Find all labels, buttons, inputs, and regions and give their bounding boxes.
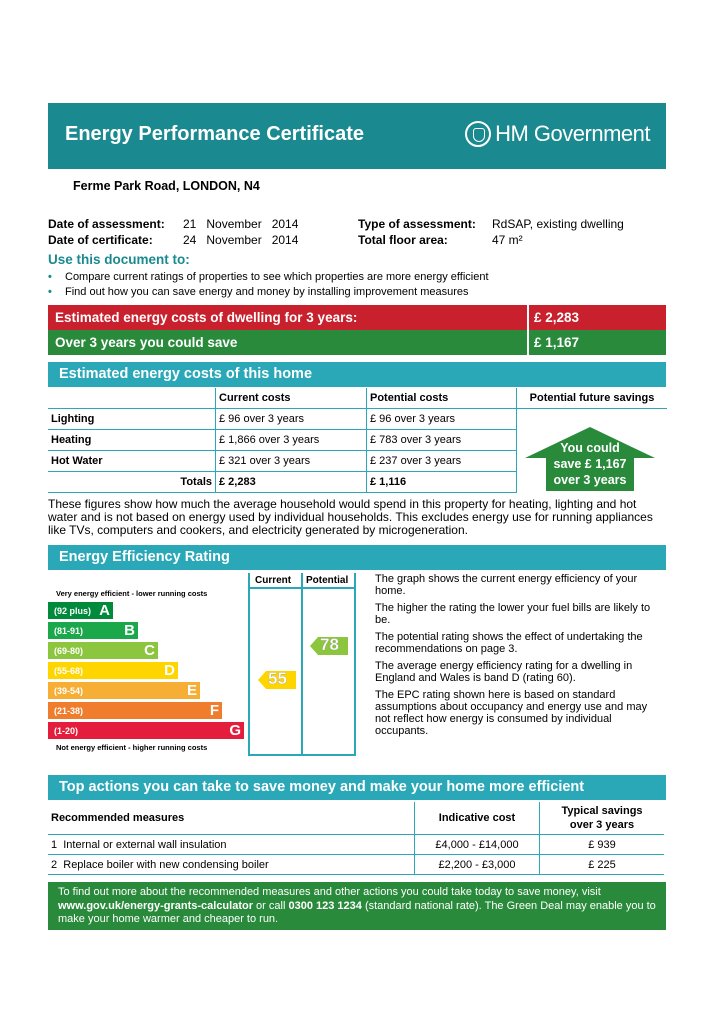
rating-band-g bbox=[48, 722, 244, 739]
table-row bbox=[48, 855, 664, 875]
use-document-title: Use this document to: bbox=[48, 252, 190, 267]
estimated-cost-label: Estimated energy costs of dwelling for 3 years: bbox=[55, 310, 358, 325]
col-current-costs: Current costs bbox=[216, 388, 367, 409]
potential-cost-cell: £ 96 over 3 years bbox=[367, 409, 517, 430]
arrow-text-3: over 3 years bbox=[553, 473, 627, 487]
certificate-header bbox=[48, 103, 666, 169]
efficiency-section-header bbox=[48, 545, 666, 570]
top-caption: Very energy efficient - lower running costs bbox=[56, 589, 208, 598]
potential-rating-value: 78 bbox=[320, 635, 339, 654]
bottom-caption: Not energy efficient - higher running costs bbox=[56, 743, 208, 752]
efficiency-text-1: The graph shows the current energy efficiency of your home. bbox=[375, 573, 638, 597]
row-label: Heating bbox=[48, 430, 216, 451]
potential-cost-cell: £ 783 over 3 years bbox=[367, 430, 517, 451]
potential-rating-arrow bbox=[310, 637, 348, 660]
footer-text-1: To find out more about the recommended measures and other actions you could take today to save money, visit bbox=[58, 886, 601, 898]
totals-label: Totals bbox=[48, 472, 216, 493]
savings-bar bbox=[48, 330, 666, 355]
current-rating-value: 55 bbox=[268, 669, 287, 688]
hm-government-text: HM Government bbox=[495, 121, 650, 146]
footer-text bbox=[58, 886, 668, 927]
band-letter: A bbox=[99, 602, 110, 619]
band-code: (39-54) bbox=[54, 686, 84, 696]
totals-potential: £ 1,116 bbox=[367, 472, 517, 493]
rating-band-e bbox=[48, 682, 200, 699]
use-bullet-2: • Find out how you can save energy and money by installing improvement measures bbox=[48, 286, 469, 298]
date-assessment-value: 21 November 2014 bbox=[183, 217, 299, 231]
measure-cell bbox=[48, 855, 415, 875]
rating-band-b bbox=[48, 622, 138, 639]
graph-divider-1 bbox=[248, 573, 250, 756]
col-typical-savings-line2: over 3 years bbox=[569, 819, 635, 831]
measure-text: Internal or external wall insulation bbox=[63, 838, 227, 851]
col-typical-savings bbox=[540, 802, 665, 835]
current-rating-arrow bbox=[258, 671, 296, 694]
band-code: (1-20) bbox=[54, 726, 79, 736]
efficiency-section-title: Energy Efficiency Rating bbox=[59, 549, 230, 565]
estimated-cost-bar bbox=[48, 305, 666, 330]
efficiency-text-4: The average energy efficiency rating for a dwelling in England and Wales is band D (rating 60). bbox=[375, 660, 633, 684]
saving-cell: £ 939 bbox=[540, 835, 665, 855]
rating-band-c bbox=[48, 642, 158, 659]
band-letter: G bbox=[229, 722, 241, 739]
band-code: (92 plus) bbox=[54, 606, 92, 616]
assessment-type-label: Type of assessment: bbox=[358, 217, 476, 231]
cost-cell: £2,200 - £3,000 bbox=[415, 855, 540, 875]
floor-area-label: Total floor area: bbox=[358, 233, 448, 247]
estimated-cost-value: £ 2,283 bbox=[534, 310, 580, 325]
current-cost-cell: £ 96 over 3 years bbox=[216, 409, 367, 430]
costs-note: These figures show how much the average household would spend in this property for heating, lighting and hot water and is not based on energy used by individual households. This excludes energy use for running appliances like TVs, computers and cookers, and electricity generated by microgeneration. bbox=[48, 497, 653, 537]
efficiency-explanation bbox=[375, 573, 665, 742]
graph-header-line bbox=[248, 587, 356, 589]
efficiency-rating-graph bbox=[48, 573, 355, 756]
band-code: (81-91) bbox=[54, 626, 84, 636]
graph-bottom-line bbox=[248, 754, 356, 756]
assessment-type-value: RdSAP, existing dwelling bbox=[492, 217, 624, 231]
date-certificate-value: 24 November 2014 bbox=[183, 233, 299, 247]
arrow-text-1: You could bbox=[560, 441, 620, 455]
date-certificate-label: Date of certificate: bbox=[48, 233, 153, 247]
footer-panel bbox=[48, 882, 666, 930]
rating-band-a bbox=[48, 602, 113, 619]
band-letter: C bbox=[144, 642, 155, 659]
bullet-icon: • bbox=[48, 286, 52, 298]
band-code: (55-68) bbox=[54, 666, 84, 676]
savings-value: £ 1,167 bbox=[534, 335, 580, 350]
col-future-savings: Potential future savings bbox=[517, 388, 668, 409]
saving-cell: £ 225 bbox=[540, 855, 665, 875]
row-label: Hot Water bbox=[48, 451, 216, 472]
actions-table-header bbox=[48, 802, 664, 835]
property-address: Ferme Park Road, LONDON, N4 bbox=[73, 179, 260, 193]
bar-divider bbox=[527, 305, 529, 330]
savings-label: Over 3 years you could save bbox=[55, 335, 238, 350]
graph-col-potential: Potential bbox=[306, 575, 349, 586]
date-assessment-label: Date of assessment: bbox=[48, 217, 165, 231]
savings-arrow bbox=[524, 427, 656, 496]
measure-number: 2 bbox=[51, 858, 58, 871]
certificate-title: Energy Performance Certificate bbox=[65, 123, 365, 145]
graph-divider-3 bbox=[354, 573, 356, 756]
footer-grants-link[interactable]: www.gov.uk/energy-grants-calculator bbox=[58, 899, 253, 912]
band-code: (21-38) bbox=[54, 706, 84, 716]
costs-table-header bbox=[48, 388, 667, 409]
footer-phone: 0300 123 1234 bbox=[288, 899, 362, 912]
rating-band-d bbox=[48, 662, 178, 679]
col-typical-savings-line1: Typical savings bbox=[561, 805, 643, 817]
band-letter: F bbox=[209, 702, 219, 719]
table-row bbox=[48, 835, 664, 855]
footer-text-2d: (standard national rate). The Green Deal may enable you to bbox=[361, 899, 656, 912]
cost-cell: £4,000 - £14,000 bbox=[415, 835, 540, 855]
floor-area-value: 47 m² bbox=[492, 233, 523, 247]
current-cost-cell: £ 321 over 3 years bbox=[216, 451, 367, 472]
energy-costs-section-header bbox=[48, 362, 666, 387]
measure-cell bbox=[48, 835, 415, 855]
arrow-text-2: save £ 1,167 bbox=[553, 457, 627, 471]
band-letter: B bbox=[124, 622, 135, 639]
graph-divider-2 bbox=[301, 573, 303, 756]
energy-costs-section-title: Estimated energy costs of this home bbox=[59, 366, 313, 382]
current-cost-cell: £ 1,866 over 3 years bbox=[216, 430, 367, 451]
costs-corner-cell bbox=[48, 388, 216, 409]
row-label: Lighting bbox=[48, 409, 216, 430]
bar-divider bbox=[527, 330, 529, 355]
col-measures: Recommended measures bbox=[48, 802, 415, 835]
hm-government-logo bbox=[465, 121, 650, 147]
footer-text-2b: or call bbox=[253, 899, 289, 912]
totals-current: £ 2,283 bbox=[216, 472, 367, 493]
measure-text: Replace boiler with new condensing boiler bbox=[63, 858, 269, 871]
band-code: (69-80) bbox=[54, 646, 84, 656]
potential-cost-cell: £ 237 over 3 years bbox=[367, 451, 517, 472]
col-indicative-cost: Indicative cost bbox=[415, 802, 540, 835]
graph-col-current: Current bbox=[255, 575, 292, 586]
measure-number: 1 bbox=[51, 838, 58, 851]
actions-table bbox=[48, 802, 664, 875]
use-bullet-1: • Compare current ratings of properties to see which properties are more energy efficient bbox=[48, 271, 489, 283]
rating-band-f bbox=[48, 702, 222, 719]
footer-text-3: make your home warmer and cheaper to run. bbox=[58, 913, 279, 925]
royal-crest-icon bbox=[465, 121, 491, 147]
band-letter: E bbox=[186, 682, 197, 699]
band-letter: D bbox=[164, 662, 175, 679]
actions-section-title: Top actions you can take to save money and make your home more efficient bbox=[59, 779, 585, 795]
actions-section-header bbox=[48, 775, 666, 800]
efficiency-text-2: The higher the rating the lower your fuel bills are likely to be. bbox=[375, 602, 651, 626]
efficiency-text-3: The potential rating shows the effect of undertaking the recommendations on page 3. bbox=[375, 631, 643, 655]
efficiency-text-5: The EPC rating shown here is based on standard assumptions about occupancy and energy use and may not reflect how energy is consumed by individual occupants. bbox=[375, 689, 648, 737]
bullet-icon: • bbox=[48, 271, 52, 283]
col-potential-costs: Potential costs bbox=[367, 388, 517, 409]
